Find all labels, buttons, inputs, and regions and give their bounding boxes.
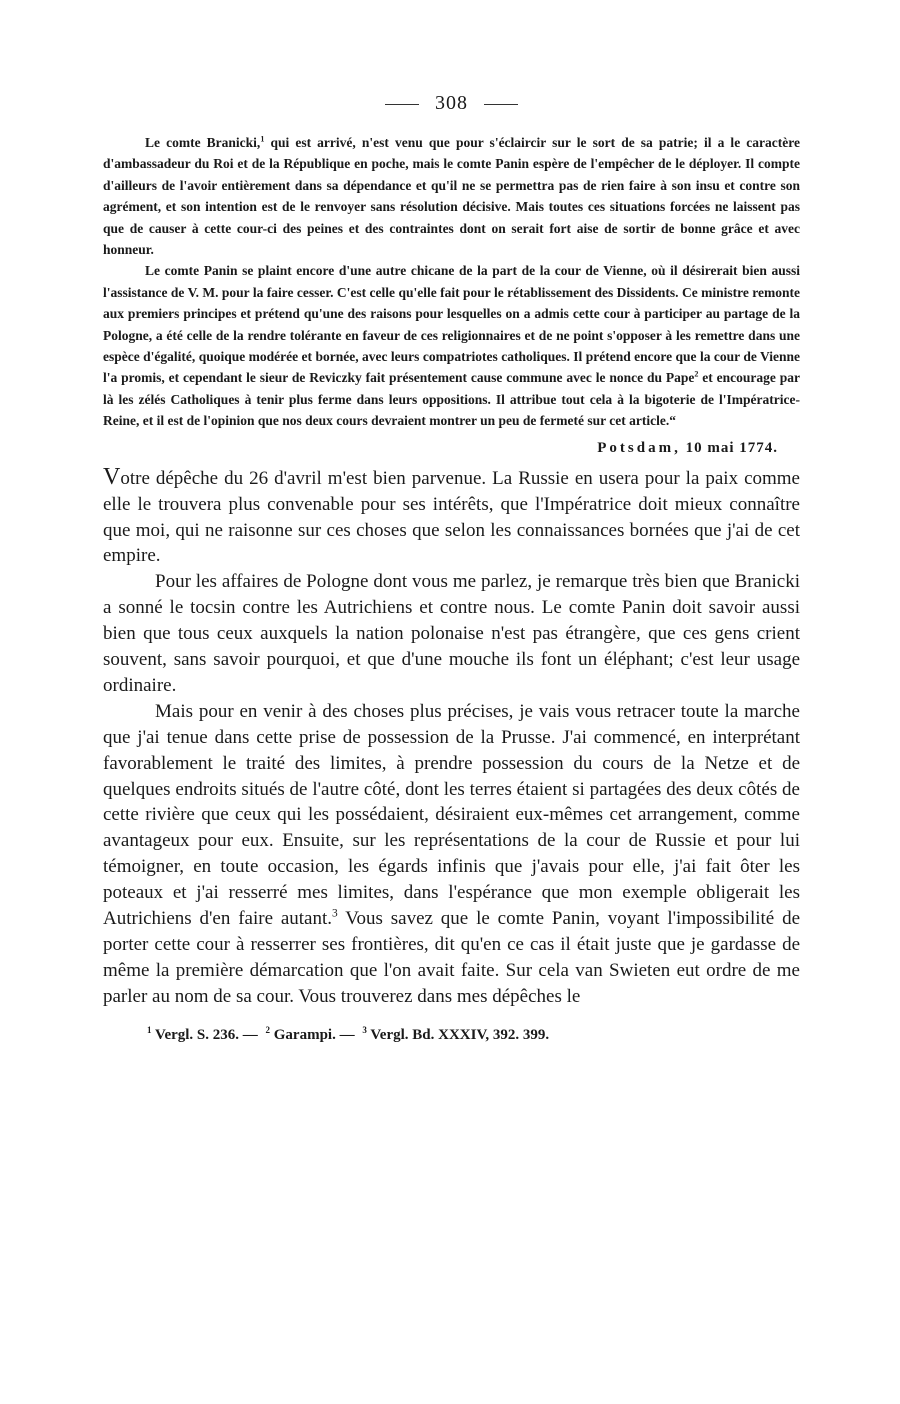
footnote-ref-2: 2 (694, 369, 699, 379)
dateline-place: Potsdam, (597, 439, 681, 456)
quote-p1-text-b: qui est arrivé, n'est venu que pour s'éclaircir sur le sort de sa patrie; il a le caractère d'ambassadeur du Roi et de la République en poche, mais le comte Panin espère de l'empêcher de le déployer. Il compte d'ailleurs de l'avoir entièrement dans sa dépendance et qu'il ne se permettra pas de rien faire à son insu et contre son agrément, et son intention est de le renvoyer sans résolution décisive. Mais toutes ces situations forcées ne laissent pas que de causer à cette cour-ci des peines et des contraintes dont on serait fort aise de sortir de bonne grâce et avec honneur. (103, 135, 800, 258)
letter-p1-text: otre dépêche du 26 d'avril m'est bien parvenue. La Russie en usera pour la paix comme elle le trouvera plus convenable pour ses intérêts, que l'Impératrice doit mieux connaître que moi, qui ne raisonne sur ces choses que selon les connaissances bornées que j'ai de cet empire. (103, 467, 800, 567)
quote-p1-text-a: Le comte Branicki, (145, 135, 261, 150)
page-number: 308 (435, 92, 468, 114)
footnote-1 (147, 1024, 258, 1043)
letter-body (103, 465, 800, 1010)
letter-paragraph-2: Pour les affaires de Pologne dont vous me parlez, je remarque très bien que Branicki a sonné le tocsin contre les Autrichiens et contre nous. Le comte Panin doit savoir aussi bien que tous ceux auxquels la nation polonaise n'est pas étrangère, que ces gens crient souvent, sans savoir pourquoi, et que d'une mouche ils font un éléphant; c'est leur usage ordinaire. (103, 571, 800, 696)
footnote-number: 2 (265, 1024, 271, 1035)
header-dash-left (385, 104, 419, 105)
footnote-text: Vergl. S. 236. — (154, 1026, 258, 1043)
quote-paragraph-1 (103, 132, 800, 260)
page-header (103, 88, 800, 118)
dateline-date: 10 mai 1774. (685, 439, 778, 456)
footnote-2 (265, 1024, 355, 1043)
initial-letter: V (103, 463, 121, 490)
footnote-number: 3 (362, 1024, 367, 1035)
letter-p3-text-b: Vous savez que le comte Panin, voyant l'impossibilité de porter cette cour à resserrer ses frontières, dit qu'en ce cas il était juste que je gardasse de même la première démarcation que l'on avait faite. Sur cela van Swieten eut ordre de me parler au nom de sa cour. Vous trouverez dans mes dépêches le (103, 908, 800, 1007)
letter-p3-text-a: Mais pour en venir à des choses plus précises, je vais vous retracer toute la marche que j'ai tenue dans cette prise de possession de la Prusse. J'ai commencé, en interprétant favorablement le traité des limites, à prendre possession du cours de la Netze et de quelques endroits situés de l'autre côté, dont les terres étaient si partagées des deux côtés de cette rivière que ceux qui les possédaient, désiraient eux-mêmes cet arrangement, comme avantageux pour eux. Ensuite, sur les représentations de la cour de Russie et pour lui témoigner, en toute occasion, les égards infinis que j'avais pour elle, j'ai fait ôter les poteaux et j'ai resserré mes limites, dans l'espérance que mon exemple obligerait les Autrichiens d'en faire autant. (103, 700, 800, 930)
quote-p2-text-b: et encourage par là les zélés Catholiques à tenir plus ferme dans leurs oppositions. Il attribue tout cela à la bigoterie de l'Impératrice-Reine, et il est de l'opinion que nos deux cours devraient montrer un peu de fermeté sur cet article.“ (103, 370, 800, 429)
footnotes (103, 1024, 800, 1046)
letter-paragraph-1 (103, 465, 800, 570)
quote-p2-text-a: Le comte Panin se plaint encore d'une autre chicane de la part de la cour de Vienne, où il désirerait bien aussi l'assistance de V. M. pour la faire cesser. C'est celle qu'elle fait pour le rétablissement des Dissidents. Ce ministre remonte aux premiers principes et prétend qu'une des raisons pour lesquelles on a admis cette cour à participer au partage de la Pologne, a été celle de la rendre tolérante en faveur de ces religionnaires et de ne point s'opposer à les remettre dans une espèce d'égalité, quoique modérée et bornée, avec leurs compatriotes catholiques. Il prétend encore que la cour de Vienne l'a promis, et cependant le sieur de Reviczky fait présentement cause commune avec le nonce du Pape (103, 263, 800, 386)
footnote-ref-3: 3 (332, 907, 338, 920)
dateline (103, 437, 778, 459)
footnote-text: Garampi. — (273, 1026, 355, 1043)
letter-paragraph-3 (103, 699, 800, 1010)
page (103, 88, 800, 1046)
footnote-number: 1 (147, 1024, 152, 1035)
header-dash-right (484, 104, 518, 105)
footnote-ref-1: 1 (260, 134, 265, 144)
quoted-report (103, 132, 800, 432)
quote-paragraph-2 (103, 260, 800, 431)
footnote-3 (362, 1024, 550, 1043)
footnote-text: Vergl. Bd. XXXIV, 392. 399. (370, 1026, 550, 1043)
